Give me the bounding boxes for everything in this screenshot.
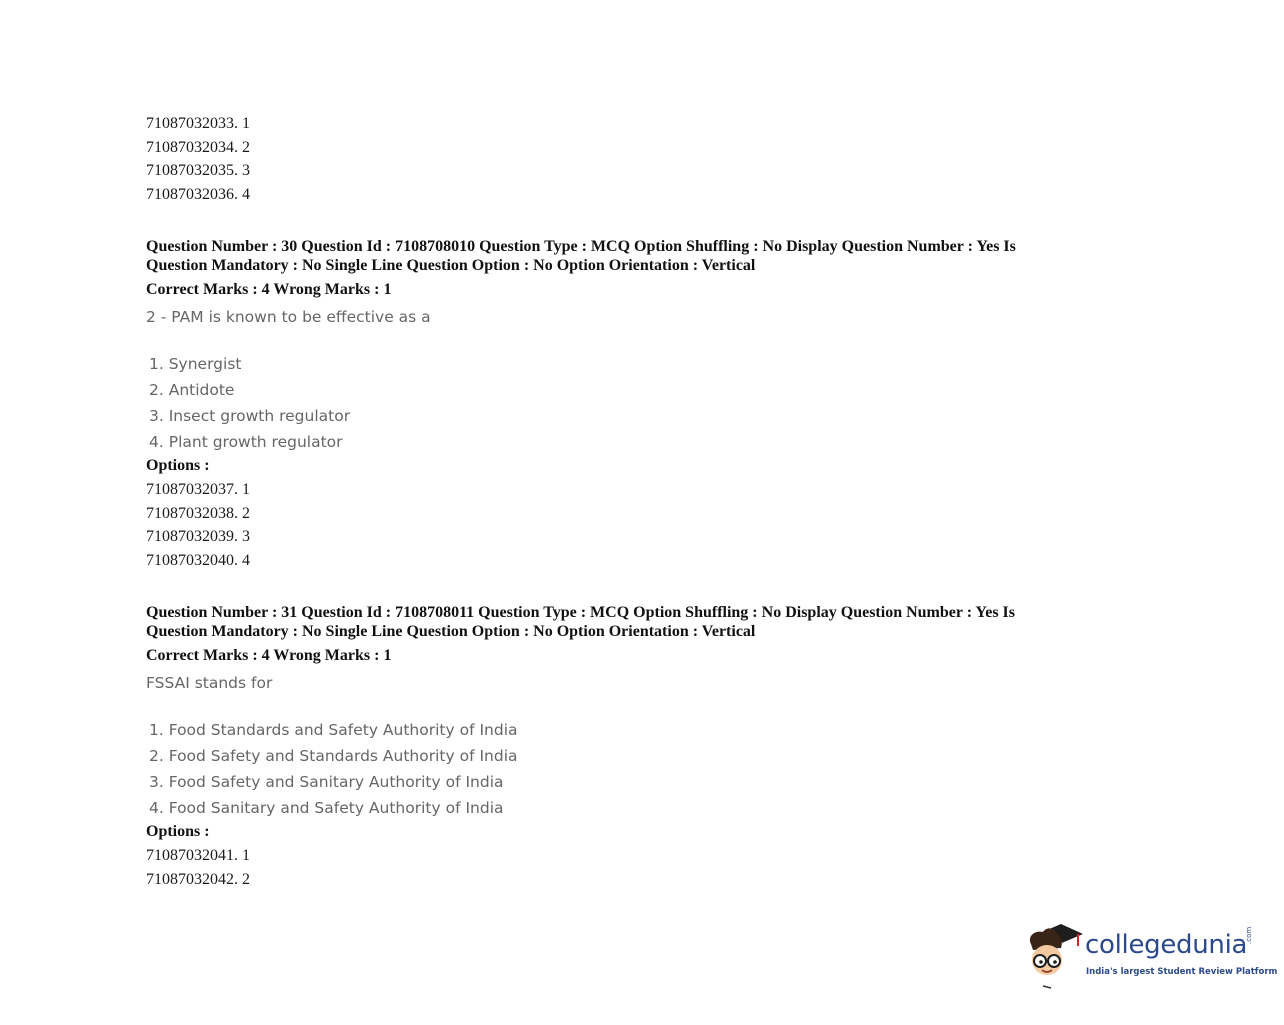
answer-choice: 1. Food Standards and Safety Authority of India xyxy=(149,721,518,740)
option-id-line: 71087032039. 3 xyxy=(146,528,250,546)
option-id-line: 71087032042. 2 xyxy=(146,870,250,888)
question-header xyxy=(146,237,1106,276)
option-id-line: 71087032037. 1 xyxy=(146,481,250,499)
answer-choice: 3. Insect growth regulator xyxy=(149,407,351,426)
option-id-line: 71087032040. 4 xyxy=(146,552,250,570)
logo-brand: collegedunia xyxy=(1085,930,1248,960)
question-text: 2 - PAM is known to be effective as a xyxy=(146,308,431,327)
answer-choices xyxy=(146,351,1106,455)
answer-choice: 4. Food Sanitary and Safety Authority of India xyxy=(149,799,504,818)
document-page xyxy=(146,112,1106,891)
logo-suffix: .com xyxy=(1245,926,1253,944)
answer-choice: 2. Antidote xyxy=(149,381,235,400)
question-text: FSSAI stands for xyxy=(146,674,273,693)
collegedunia-logo xyxy=(1025,918,1278,990)
answer-choices xyxy=(146,717,1106,821)
question-header-line: Question Number : 30 Question Id : 7108708010 Question Type : MCQ Option Shuffling : No Display Question Number : Yes Is xyxy=(146,237,1016,255)
option-id-line: 71087032041. 1 xyxy=(146,847,250,865)
option-id-line: 71087032033. 1 xyxy=(146,115,250,132)
question-block-31 xyxy=(146,603,1106,892)
question-header-line: Question Number : 31 Question Id : 7108708011 Question Type : MCQ Option Shuffling : No Display Question Number : Yes Is xyxy=(146,603,1015,621)
question-marks: Correct Marks : 4 Wrong Marks : 1 xyxy=(146,280,392,298)
question-block-30 xyxy=(146,237,1106,573)
option-id-line: 71087032038. 2 xyxy=(146,504,250,522)
answer-choice: 3. Food Safety and Sanitary Authority of India xyxy=(149,773,504,792)
options-label: Options : xyxy=(146,823,210,841)
logo-tagline: India's largest Student Review Platform xyxy=(1086,967,1278,977)
option-id-line: 71087032035. 3 xyxy=(146,162,250,180)
question-marks: Correct Marks : 4 Wrong Marks : 1 xyxy=(146,646,392,664)
answer-choice: 4. Plant growth regulator xyxy=(149,433,343,452)
option-id-line: 71087032036. 4 xyxy=(146,186,250,204)
question-header-line: Question Mandatory : No Single Line Question Option : No Option Orientation : Vertical xyxy=(146,257,756,275)
options-label: Options : xyxy=(146,457,210,475)
answer-choice: 1. Synergist xyxy=(149,355,242,374)
question-header xyxy=(146,603,1106,642)
question-header-line: Question Mandatory : No Single Line Question Option : No Option Orientation : Vertical xyxy=(146,623,756,641)
option-id-line: 71087032034. 2 xyxy=(146,138,250,156)
previous-question-options xyxy=(146,112,1106,207)
student-mascot-icon xyxy=(1025,918,1087,990)
answer-choice: 2. Food Safety and Standards Authority of India xyxy=(149,747,518,766)
